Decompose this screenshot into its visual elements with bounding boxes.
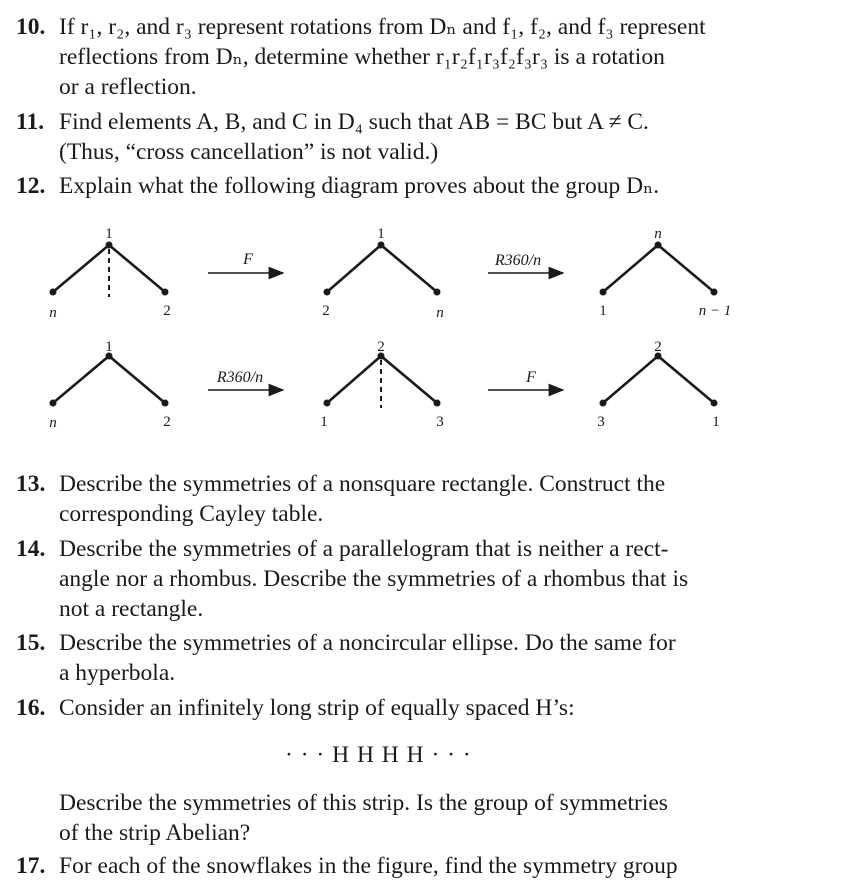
vertex-label: 3 — [436, 414, 444, 430]
problem-10 — [16, 12, 816, 102]
problem-line: Describe the symmetries of a nonsquare rectangle. Construct the — [59, 471, 666, 497]
vertex-label: 1 — [599, 303, 607, 319]
problem-number: 17. — [16, 853, 46, 879]
problem-line: angle nor a rhombus. Describe the symmetries of a rhombus that is — [59, 566, 689, 592]
vertex-label: n − 1 — [698, 303, 732, 319]
vertex-label: 2 — [654, 339, 662, 355]
problem-number: 12. — [16, 173, 46, 199]
problem-line: Describe the symmetries of a parallelogram that is neither a rect- — [59, 536, 669, 562]
vertex-label: n — [654, 226, 662, 242]
problem-line: of the strip Abelian? — [59, 820, 251, 846]
problem-12 — [16, 171, 816, 201]
dihedral-diagram — [0, 215, 844, 445]
problem-line: Consider an infinitely long strip of equally spaced H’s: — [59, 695, 575, 721]
problem-line: (Thus, “cross cancellation” is not valid.) — [59, 139, 439, 165]
problem-16 — [16, 693, 816, 723]
vertex-label: 2 — [377, 339, 385, 355]
problem-number: 13. — [16, 471, 46, 497]
problem-16-continued — [16, 788, 816, 848]
vertex-label: 2 — [163, 303, 171, 319]
arrow-label: F — [526, 369, 536, 386]
vertex-label: n — [49, 305, 57, 321]
problem-line: corresponding Cayley table. — [59, 501, 324, 527]
problem-14 — [16, 534, 816, 624]
problem-13 — [16, 469, 816, 529]
vertex-label: 1 — [320, 414, 328, 430]
problem-line: If r₁, r₂, and r₃ represent rotations from Dₙ and f₁, f₂, and f₃ represent — [59, 14, 706, 40]
arrow-label: R360/n — [494, 252, 542, 269]
vertex-label: 2 — [163, 414, 171, 430]
polygon-fragment — [603, 356, 714, 403]
vertex-label: 3 — [597, 414, 605, 430]
problem-17 — [16, 851, 816, 881]
vertex-label: 1 — [105, 339, 113, 355]
problem-line: Explain what the following diagram proves about the group Dₙ. — [59, 173, 660, 199]
polygon-fragment — [327, 245, 437, 292]
arrow-label: R360/n — [216, 369, 264, 386]
polygon-fragment — [53, 356, 165, 403]
problem-line: Find elements A, B, and C in D₄ such that AB = BC but A ≠ C. — [59, 109, 649, 135]
vertex-label: 2 — [322, 303, 330, 319]
problem-number: 10. — [16, 14, 46, 40]
problem-number: 15. — [16, 630, 46, 656]
problem-line: or a reflection. — [59, 74, 197, 100]
problem-line: not a rectangle. — [59, 596, 204, 622]
problem-number: 14. — [16, 536, 46, 562]
problem-line: a hyperbola. — [59, 660, 176, 686]
problem-line: Describe the symmetries of this strip. Is the group of symmetries — [59, 790, 668, 816]
vertex-label: 1 — [712, 414, 720, 430]
problem-15 — [16, 628, 816, 688]
vertex-label: 1 — [105, 226, 113, 242]
problem-number: 16. — [16, 695, 46, 721]
problem-line: reflections from Dₙ, determine whether r₁r₂f₁r₃f₂f₃r₃ is a rotation — [59, 44, 665, 70]
problem-number: 11. — [16, 109, 45, 135]
arrow-label: F — [243, 251, 253, 268]
h-strip: · · · H H H H · · · — [285, 742, 472, 768]
polygon-fragment — [603, 245, 714, 292]
vertex-label: n — [436, 305, 444, 321]
vertex-label: n — [49, 415, 57, 431]
vertex-label: 1 — [377, 226, 385, 242]
problem-line: Describe the symmetries of a noncircular ellipse. Do the same for — [59, 630, 676, 656]
problem-11 — [16, 107, 816, 167]
problem-line: For each of the snowflakes in the figure, find the symmetry group — [59, 853, 678, 879]
